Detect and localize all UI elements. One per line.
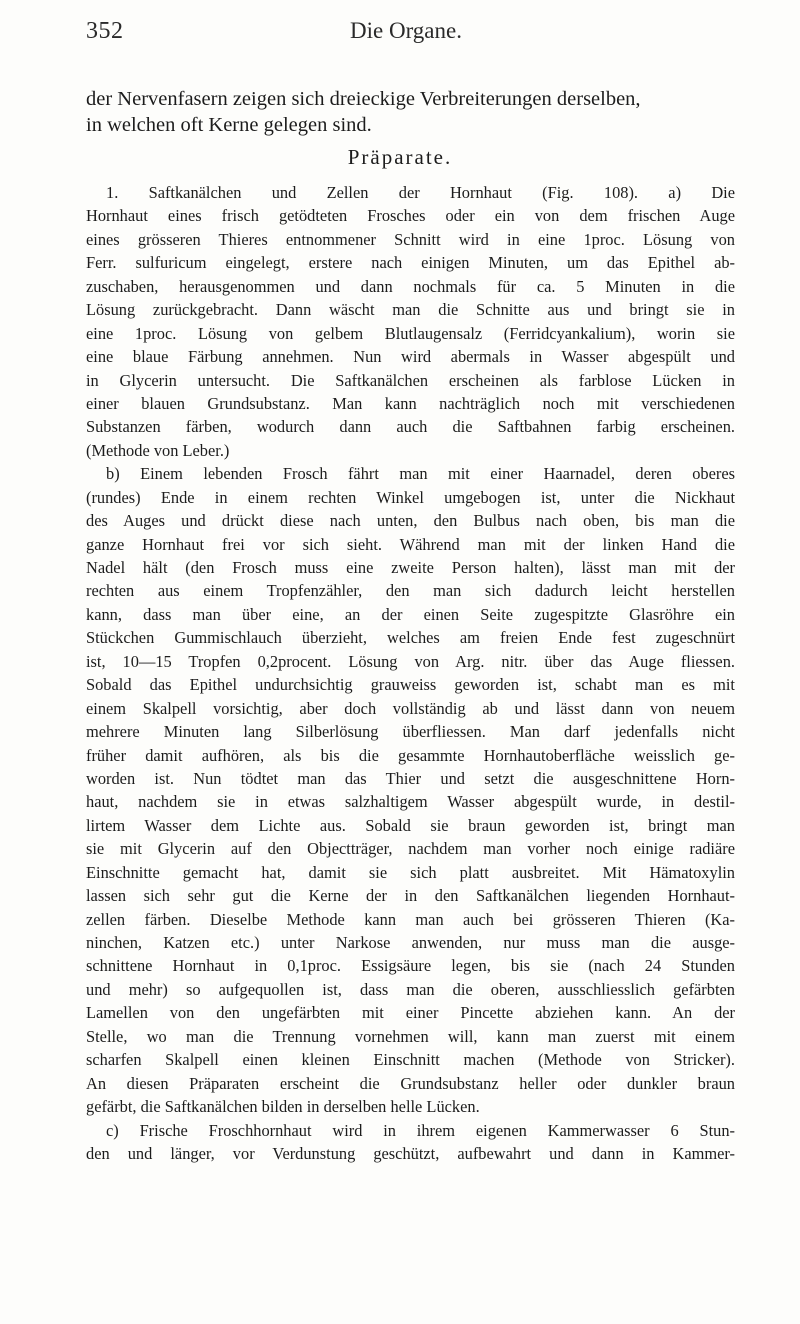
text-line: mehrere Minuten lang Silberlösung überfliessen. Man darf jedenfalls nicht — [86, 722, 735, 742]
text-line: Hornhaut eines frisch getödteten Frosches oder ein von dem frischen Auge — [86, 206, 735, 226]
text-line: eines grösseren Thieres entnommener Schnitt wird in eine 1proc. Lösung von — [86, 229, 735, 249]
text-line: eine 1proc. Lösung von gelbem Blutlaugensalz (Ferridcyankalium), worin sie — [86, 323, 735, 343]
intro-line: der Nervenfasern zeigen sich dreieckige Verbreiterungen derselben, — [86, 88, 641, 110]
text-line: Nadel hält (den Frosch muss eine zweite Person halten), lässt man mit der — [86, 558, 735, 577]
page-header — [86, 18, 726, 58]
text-line: ninchen, Katzen etc.) unter Narkose anwenden, nur muss man die ausge- — [86, 933, 735, 952]
text-line: Stelle, wo man die Trennung vornehmen will, kann man zuerst mit einem — [86, 1026, 735, 1046]
text-line: kann, dass man über eine, an der einen Seite zugespitzte Glasröhre ein — [86, 604, 735, 624]
text-line: Stückchen Gummischlauch überzieht, welches am freien Ende fest zugeschnürt — [86, 628, 735, 648]
text-line: Substanzen färben, wodurch dann auch die Saftbahnen farbig erscheinen. — [86, 417, 735, 437]
text-line: eine blaue Färbung annehmen. Nun wird abermals in Wasser abgespült und — [86, 347, 735, 367]
text-line: Lamellen von den ungefärbten mit einer Pincette abziehen kann. An der — [86, 1003, 735, 1023]
text-line: lassen sich sehr gut die Kerne der in den Saftkanälchen liegenden Hornhaut- — [86, 886, 735, 906]
text-line: worden ist. Nun tödtet man das Thier und setzt die ausgeschnittene Horn- — [86, 768, 735, 788]
text-line: des Auges und drückt diese nach unten, den Bulbus nach oben, bis man die — [86, 511, 735, 531]
text-line: gefärbt, die Saftkanälchen bilden in derselben helle Lücken. — [86, 1097, 480, 1117]
text-line: ist, 10—15 Tropfen 0,2procent. Lösung von Arg. nitr. über das Auge fliessen. — [86, 651, 735, 671]
text-line: haut, nachdem sie in etwas salzhaltigem Wasser abgespült wurde, in destil- — [86, 792, 735, 812]
text-line: den und länger, vor Verdunstung geschützt, aufbewahrt und dann in Kammer- — [86, 1143, 735, 1163]
section-title: Präparate. — [347, 145, 453, 169]
intro-paragraph — [86, 86, 736, 138]
text-line: Ferr. sulfuricum eingelegt, erstere nach einigen Minuten, um das Epithel ab- — [86, 253, 735, 273]
text-line: (rundes) Ende in einem rechten Winkel umgebogen ist, unter die Nickhaut — [86, 487, 735, 507]
text-line: sie mit Glycerin auf den Objectträger, nachdem man vorher noch einige radiäre — [86, 839, 735, 859]
text-line: rechten aus einem Tropfenzähler, den man sich dadurch leicht herstellen — [86, 581, 735, 601]
text-line: Einschnitte gemacht hat, damit sie sich platt ausbreitet. Mit Hämatoxylin — [86, 862, 735, 882]
text-line: scharfen Skalpell einen kleinen Einschnitt machen (Methode von Stricker). — [86, 1050, 735, 1070]
text-line: früher damit aufhören, als bis die gesammte Hornhautoberfläche weisslich ge- — [86, 745, 735, 765]
text-line: in Glycerin untersucht. Die Saftkanälchen erscheinen als farblose Lücken in — [86, 370, 735, 390]
text-line: Sobald das Epithel undurchsichtig grauweiss geworden ist, schabt man es mit — [86, 675, 735, 695]
page-number: 352 — [86, 18, 124, 44]
text-line: ganze Hornhaut frei vor sich sieht. Während man mit der linken Hand die — [86, 534, 735, 554]
intro-line: in welchen oft Kerne gelegen sind. — [86, 114, 372, 136]
text-line: und mehr) so aufgequollen ist, dass man die oberen, ausschliesslich gefärbten — [86, 979, 735, 999]
text-line: An diesen Präparaten erscheint die Grundsubstanz heller oder dunkler braun — [86, 1073, 735, 1093]
running-head: Die Organe. — [350, 18, 462, 43]
text-line: zuschaben, herausgenommen und dann nochmals für ca. 5 Minuten in die — [86, 276, 735, 296]
text-line: 1. Saftkanälchen und Zellen der Hornhaut (Fig. 108). a) Die — [106, 183, 735, 202]
body-text — [86, 181, 735, 1165]
text-line: einer blauen Grundsubstanz. Man kann nachträglich noch mit verschiedenen — [86, 393, 735, 413]
text-line: Lösung zurückgebracht. Dann wäscht man die Schnitte aus und bringt sie in — [86, 300, 735, 320]
text-line: (Methode von Leber.) — [86, 440, 230, 460]
text-line: c) Frische Froschhornhaut wird in ihrem eigenen Kammerwasser 6 Stun- — [106, 1120, 735, 1140]
text-line: b) Einem lebenden Frosch fährt man mit einer Haarnadel, deren oberes — [106, 464, 735, 484]
text-line: einem Skalpell vorsichtig, aber doch vollständig ab und lässt dann von neuem — [86, 698, 735, 718]
text-line: schnittene Hornhaut in 0,1proc. Essigsäure legen, bis sie (nach 24 Stunden — [86, 956, 735, 976]
text-line: lirtem Wasser dem Lichte aus. Sobald sie braun geworden ist, bringt man — [86, 815, 735, 835]
text-line: zellen färben. Dieselbe Methode kann man auch bei grösseren Thieren (Ka- — [86, 909, 735, 929]
